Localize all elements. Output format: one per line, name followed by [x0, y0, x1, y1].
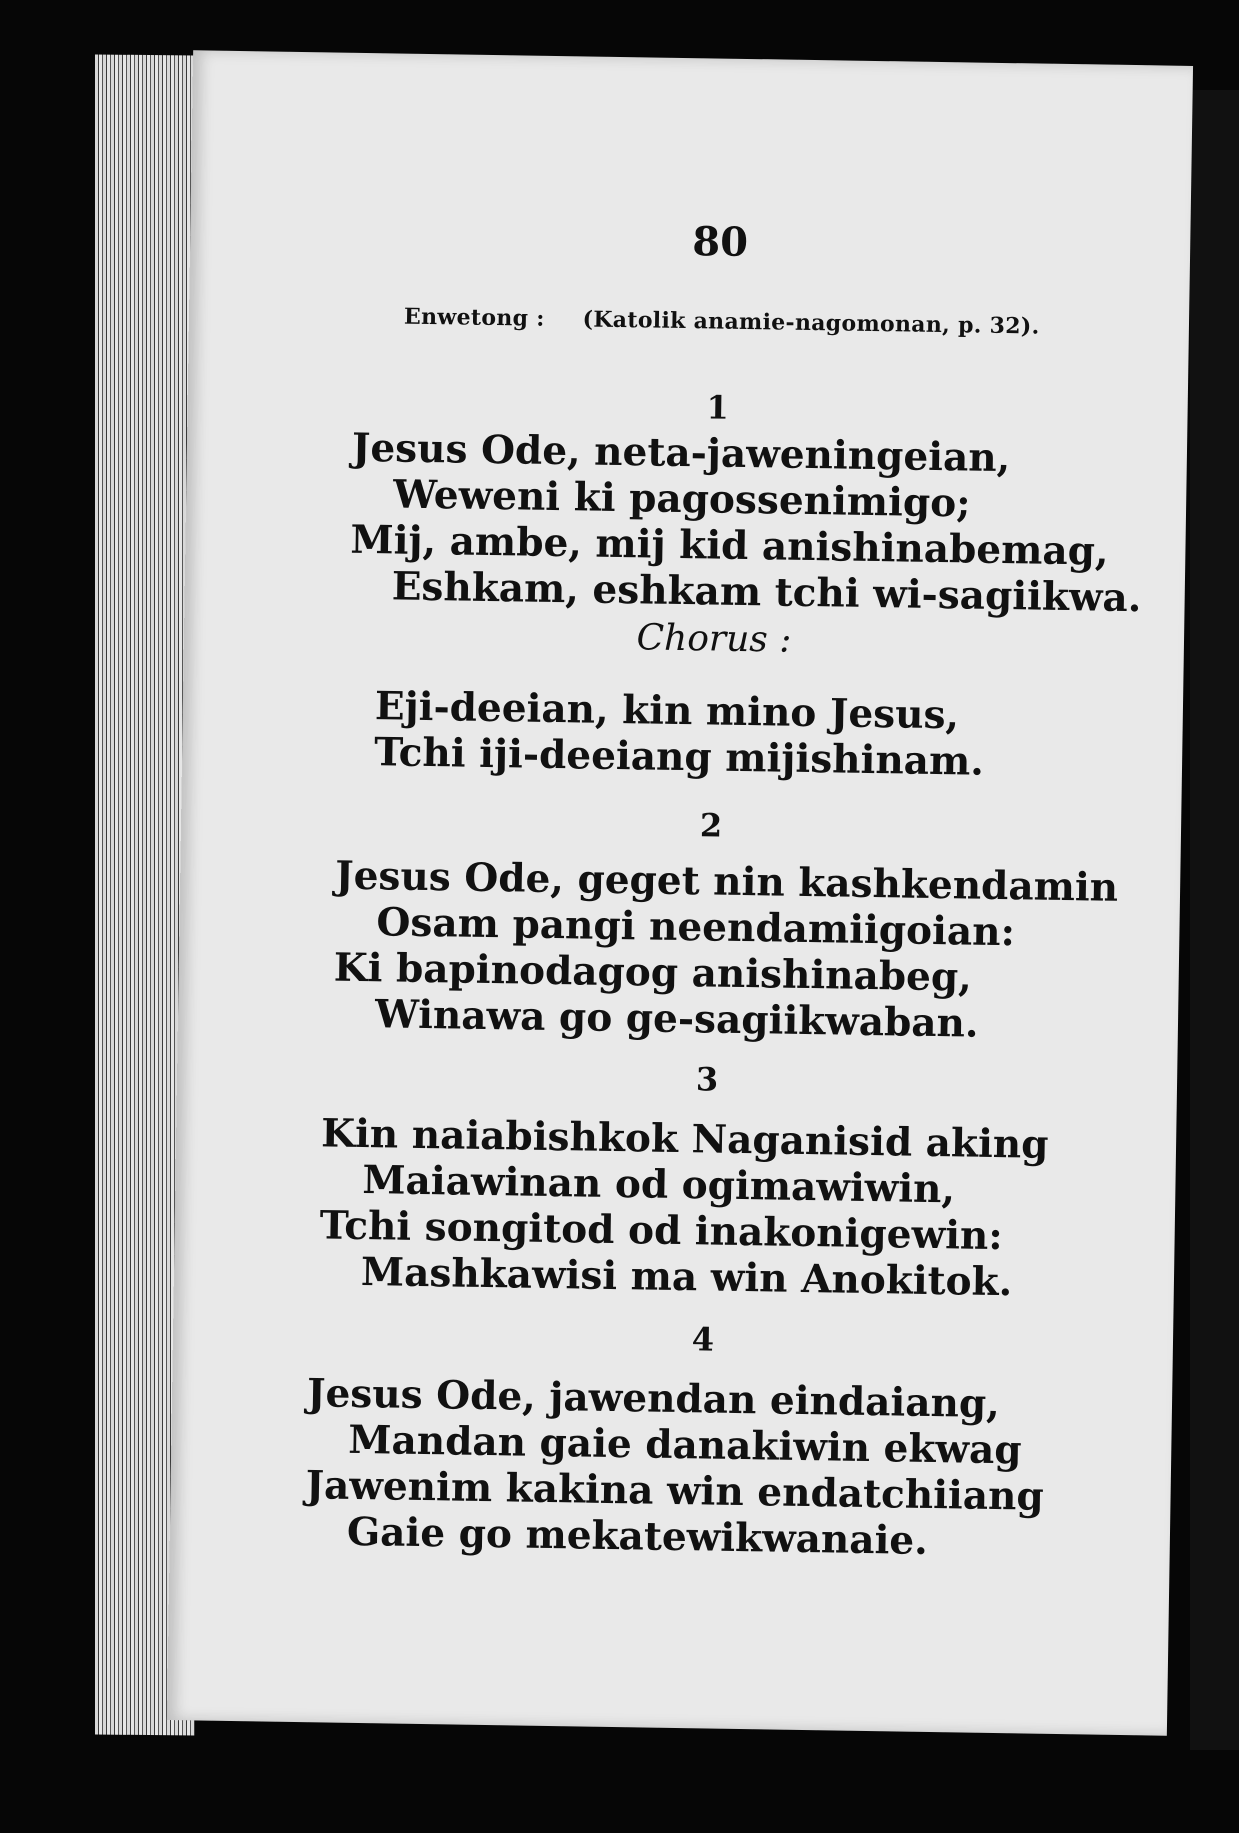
- verse-line: Kin naiabishkok Naganisid aking: [320, 1110, 1049, 1168]
- verse-line: Eshkam, eshkam tchi wi-sagiikwa.: [391, 563, 1142, 622]
- verse-number: 4: [691, 1320, 715, 1359]
- verse-2: [333, 853, 1119, 1049]
- verse-number: 3: [695, 1060, 719, 1099]
- verse-number: 2: [699, 806, 723, 845]
- verse-3: [319, 1110, 1049, 1305]
- verse-line: Gaie go mekatewikwanaie.: [346, 1508, 929, 1564]
- verse-line: Winawa go ge-sagiikwaban.: [374, 991, 979, 1047]
- verse-line: Jesus Ode, jawendan eindaiang,: [306, 1370, 1001, 1428]
- chorus-title: Chorus :: [636, 617, 792, 661]
- tune-source: (Katolik anamie-nagomonan, p. 32).: [582, 306, 1040, 340]
- verse-line: Ki bapinodagog anishinabeg,: [333, 944, 973, 1001]
- verse-line: Jesus Ode, geget nin kashkendamin: [334, 852, 1119, 911]
- verse-line: Weweni ki pagossenimigo;: [392, 471, 971, 527]
- verse-line: Jesus Ode, neta-jaweningeian,: [351, 424, 1011, 482]
- page-number: 80: [692, 218, 749, 266]
- verse-number: 1: [706, 388, 730, 427]
- verse-line: Osam pangi neendamiigoian:: [376, 899, 1016, 956]
- verse-line: Jawenim kakina win endatchiiang: [305, 1462, 1045, 1520]
- tune-reference: [404, 304, 1040, 340]
- book-page: [167, 50, 1193, 1736]
- facing-page-shadow: [1190, 90, 1239, 1750]
- verse-1: [349, 425, 1143, 621]
- verse-line: Tchi songitod od inakonigewin:: [319, 1202, 1004, 1260]
- tune-label: Enwetong :: [403, 303, 545, 332]
- verse-line: Mandan gaie danakiwin ekwag: [348, 1416, 1022, 1474]
- verse-line: Mashkawisi ma win Anokitok.: [360, 1249, 1013, 1306]
- verse-line: Mij, ambe, mij kid anishinabemag,: [350, 516, 1109, 575]
- verse-4: [305, 1370, 1046, 1566]
- verse-line: Maiawinan od ogimawiwin,: [362, 1157, 956, 1213]
- chorus-line: Tchi iji-deeiang mijishinam.: [373, 729, 985, 785]
- chorus-line: Eji-deeian, kin mino Jesus,: [374, 683, 960, 739]
- chorus: [374, 683, 985, 785]
- page-content: [167, 50, 1193, 1736]
